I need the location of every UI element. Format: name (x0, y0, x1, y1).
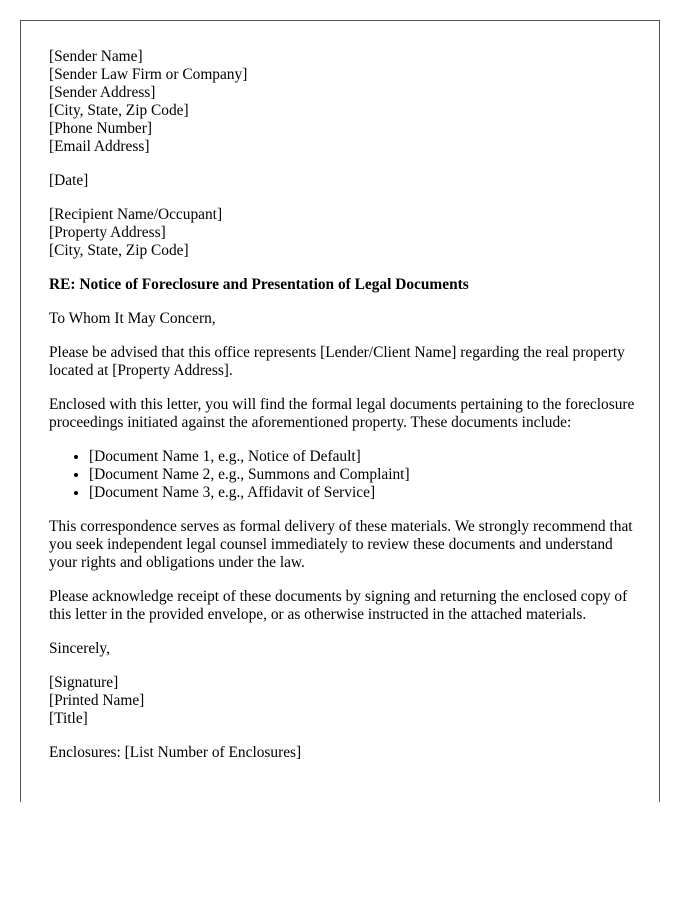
document-list (49, 448, 639, 502)
letter-body (49, 48, 639, 762)
sender-firm: [Sender Law Firm or Company] (49, 66, 248, 83)
intro-paragraph-block (49, 344, 639, 380)
recipient-block (49, 206, 639, 260)
salutation-block (49, 310, 639, 328)
letter-date: [Date] (49, 172, 89, 189)
sender-phone: [Phone Number] (49, 120, 153, 137)
enclosures-block (49, 744, 639, 762)
sender-email: [Email Address] (49, 138, 150, 155)
subject-block (49, 276, 639, 294)
counsel-paragraph-block (49, 518, 639, 572)
acknowledge-paragraph-block (49, 588, 639, 624)
document-list-block (49, 448, 639, 502)
date-block (49, 172, 639, 190)
enclosed-paragraph: Enclosed with this letter, you will find the formal legal documents pertaining to the foreclosure proceedings initiated against the aforementioned property. These documents include: (49, 396, 635, 431)
signer-title: [Title] (49, 710, 88, 727)
signature-block (49, 674, 639, 728)
subject-line: RE: Notice of Foreclosure and Presentation of Legal Documents (49, 276, 469, 293)
acknowledge-paragraph: Please acknowledge receipt of these documents by signing and returning the enclosed copy of this letter in the provided envelope, or as otherwise instructed in the attached materials. (49, 588, 628, 623)
printed-name: [Printed Name] (49, 692, 145, 709)
salutation: To Whom It May Concern, (49, 310, 216, 327)
document-list-item: • [Document Name 3, e.g., Affidavit of Service] (89, 484, 639, 502)
enclosures-line: Enclosures: [List Number of Enclosures] (49, 744, 302, 761)
enclosed-paragraph-block (49, 396, 639, 432)
counsel-paragraph: This correspondence serves as formal delivery of these materials. We strongly recommend that you seek independent legal counsel immediately to review these documents and understand your rights and obligations under the law. (49, 518, 633, 571)
signoff: Sincerely, (49, 640, 110, 657)
signoff-block (49, 640, 639, 658)
recipient-city-state-zip: [City, State, Zip Code] (49, 242, 189, 259)
document-list-item: • [Document Name 1, e.g., Notice of Default] (89, 448, 639, 466)
recipient-address: [Property Address] (49, 224, 166, 241)
sender-name: [Sender Name] (49, 48, 143, 65)
intro-paragraph: Please be advised that this office represents [Lender/Client Name] regarding the real property located at [Property Address]. (49, 344, 625, 379)
sender-address: [Sender Address] (49, 84, 156, 101)
sender-block (49, 48, 639, 156)
signature: [Signature] (49, 674, 119, 691)
recipient-name: [Recipient Name/Occupant] (49, 206, 223, 223)
document-list-item: • [Document Name 2, e.g., Summons and Complaint] (89, 466, 639, 484)
sender-city-state-zip: [City, State, Zip Code] (49, 102, 189, 119)
